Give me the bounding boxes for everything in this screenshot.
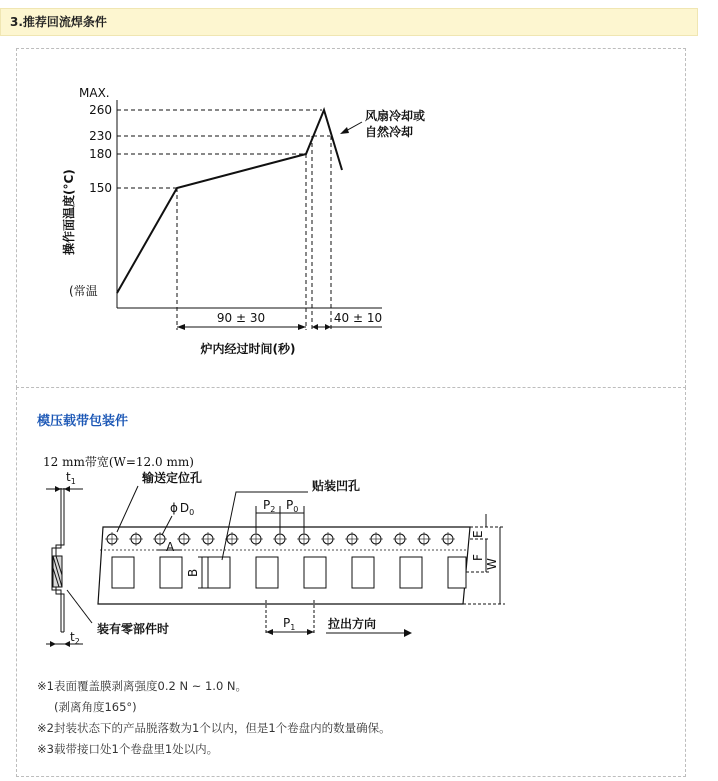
p1-label: $P_1$: [283, 616, 296, 632]
note-2: ※2封装状态下的产品脱落数为1个以内，但是1个卷盘内的数量确保。: [37, 721, 391, 735]
p0-label: $P_0$: [286, 498, 299, 514]
note-3: ※3载带接口处1个卷盘里1处以内。: [37, 742, 219, 756]
a-label: A: [166, 540, 175, 554]
section-title: 3.推荐回流焊条件: [10, 15, 107, 29]
mount-recess-label: 贴装凹孔: [312, 479, 361, 493]
t2-label: $t_2$: [70, 630, 80, 646]
f-label: F: [471, 554, 485, 561]
packaging-subtitle: 模压载带包装件: [37, 414, 129, 429]
pull-direction-label: 拉出方向: [328, 617, 377, 631]
tape-width-label: 12 mm带宽(W=12.0 mm): [43, 455, 194, 469]
d0-label: ϕ $D_0$: [170, 501, 195, 517]
note-1-sub: (剥离角度165°): [54, 700, 137, 714]
y-axis-title: 操作面温度(°C): [62, 169, 76, 255]
y-tick-room-temp: (常温: [69, 284, 98, 298]
y-tick-180: 180: [89, 147, 112, 161]
preheat-duration: 90 ± 30: [216, 311, 266, 325]
notes-list: [37, 676, 391, 760]
feed-hole-label: 输送定位孔: [142, 471, 203, 485]
y-tick-260: 260: [89, 103, 112, 117]
y-tick-150: 150: [89, 181, 112, 195]
annotation-line-2: 自然冷却: [365, 125, 414, 139]
components-label: 装有零部件时: [97, 622, 170, 636]
e-label: E: [471, 530, 485, 538]
annotation-line-1: 风扇冷却或: [365, 109, 426, 123]
w-label: W: [485, 558, 499, 570]
y-tick-max: MAX.: [79, 86, 110, 100]
y-tick-230: 230: [89, 129, 112, 143]
cooling-duration: 40 ± 10: [333, 311, 383, 325]
x-axis-title: 炉内经过时间(秒): [200, 342, 296, 356]
tape-side-profile: [52, 488, 64, 632]
b-label: B: [186, 568, 200, 577]
p2-label: $P_2$: [263, 498, 276, 514]
t1-label: $t_1$: [66, 470, 76, 486]
note-1: ※1表面覆盖膜剥离强度0.2 N ~ 1.0 N。: [37, 679, 248, 693]
